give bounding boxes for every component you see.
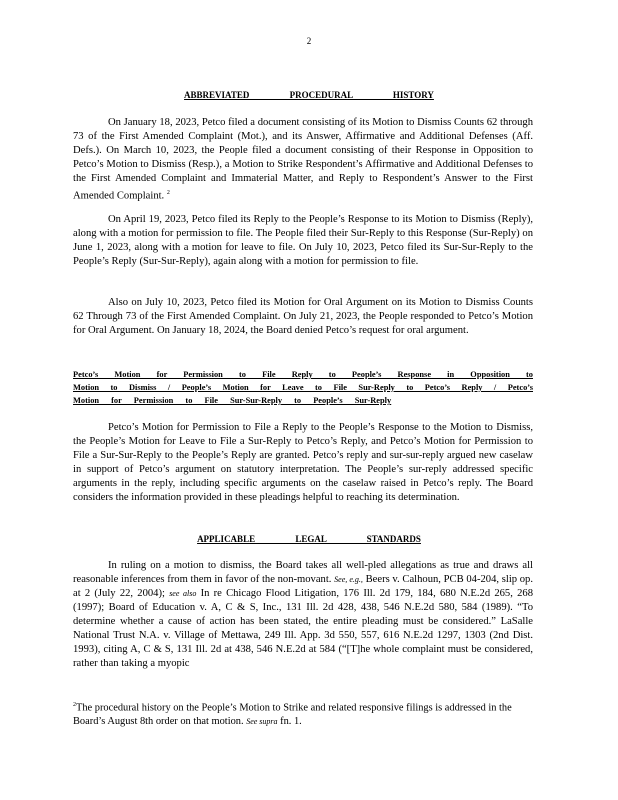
footnote-number: 2 xyxy=(73,702,76,708)
paragraph-procedural-1 xyxy=(73,116,533,204)
subheading-line-2: Motion to Dismiss / People’s Motion for Leave to File Sur-Reply to Petco’s Reply / Petco’s xyxy=(73,383,533,392)
signal-see-supra: See supra xyxy=(246,717,278,727)
footnote xyxy=(73,698,533,729)
paragraph-text: On January 18, 2023, Petco filed a document consisting of its Motion to Dismiss Counts 62 through 73 of the First Amended Complaint (Mot.), and its Answer, Affirmative and Additional Defenses (Aff. Defs.). On March 10, 2023, the People filed a document consisting of their Response in Opposition to Petco’s Motion to Dismiss (Resp.), a Motion to Strike Respondent’s Affirmative and Additional Defenses to the First Amended Complaint and Immaterial Matter, and Reply to Respondent’s Answer to the First Amended Complaint. xyxy=(73,117,533,202)
heading-legal-standards: APPLICABLE LEGAL STANDARDS xyxy=(197,534,421,544)
paragraph-legal-standards xyxy=(73,559,533,671)
underlined-subheading xyxy=(73,368,533,407)
footnote-reference: 2 xyxy=(166,190,170,196)
subheading-line-1: Petco’s Motion for Permission to File Reply to People’s Response in Opposition to xyxy=(73,370,533,379)
standard-text: In ruling on a motion to dismiss, the Board takes all well-pled allegations as true and draws all reasonable inferences from them in favor of the non-movant. xyxy=(73,560,533,585)
citation-text: In re Chicago Flood Litigation, 176 Ill. 2d 179, 184, 680 N.E.2d 265, 268 (1997); Board of Education v. A, C & S, Inc., 131 Ill. 2d 428, 438, 546 N.E.2d 580, 584 (1989). “To determine whether a cause of action has been stated, the entire pleading must be considered.” LaSalle National Trust N.A. v. Village of Mettawa, 249 Ill. App. 3d 550, 557, 616 N.E.2d 1297, 1303 (2nd Dist. 1993), citing A, C & S, 131 Ill. 2d at 438, 546 N.E.2d at 584 (“[T]he whole complaint must be considered, rather than taking a myopic xyxy=(73,588,533,669)
signal-see-eg: See, e.g., xyxy=(334,575,363,584)
paragraph-procedural-3: Also on July 10, 2023, Petco filed its Motion for Oral Argument on its Motion to Dismiss Counts 62 Through 73 of the First Amended Complaint. On July 21, 2023, the People responded to Petco’s Motion for Oral Argument. On January 18, 2024, the Board denied Petco’s request for oral argument. xyxy=(73,297,533,336)
paragraph-procedural-2: On April 19, 2023, Petco filed its Reply to the People’s Response to its Motion to Dismiss (Reply), along with a motion for permission to file. The People filed their Sur-Reply to this Response (Sur-Reply) on June 1, 2023, along with a motion for leave to file. On July 10, 2023, Petco filed its Sur-Sur-Reply to the People’s Reply (Sur-Sur-Reply), again along with a motion for permission to file. xyxy=(73,214,533,267)
page-number: 2 xyxy=(306,36,312,46)
footnote-tail: fn. 1. xyxy=(280,716,302,728)
subheading-line-3: Motion for Permission to File Sur-Sur-Reply to People’s Sur-Reply xyxy=(73,396,392,405)
footnote-text: The procedural history on the People’s Motion to Strike and related responsive filings is addressed in the Board’s August 8th order on that motion. xyxy=(73,702,512,728)
citation-beers: Beers v. Calhoun, PCB 04-204, slip op. at 2 (July 22, 2004); xyxy=(73,574,534,599)
signal-see-also: see also xyxy=(169,589,197,598)
paragraph-motions-granted: Petco’s Motion for Permission to File a Reply to the People’s Response to the Motion to Dismiss, the People’s Motion for Leave to File a Sur-Reply to Petco’s Reply, and Petco’s Motion for Permission to File a Sur-Sur-Reply to the People’s Reply are granted. Petco’s reply and sur-sur-reply argued new caselaw in support of Petco’s argument on statutory interpretation. The People’s sur-reply addressed specific arguments in the reply, including specific arguments on the caselaw raised in Petco’s reply. The Board considers the information provided in these pleadings helpful to reaching its determination. xyxy=(73,422,533,503)
heading-procedural-history: ABBREVIATED PROCEDURAL HISTORY xyxy=(184,90,434,100)
